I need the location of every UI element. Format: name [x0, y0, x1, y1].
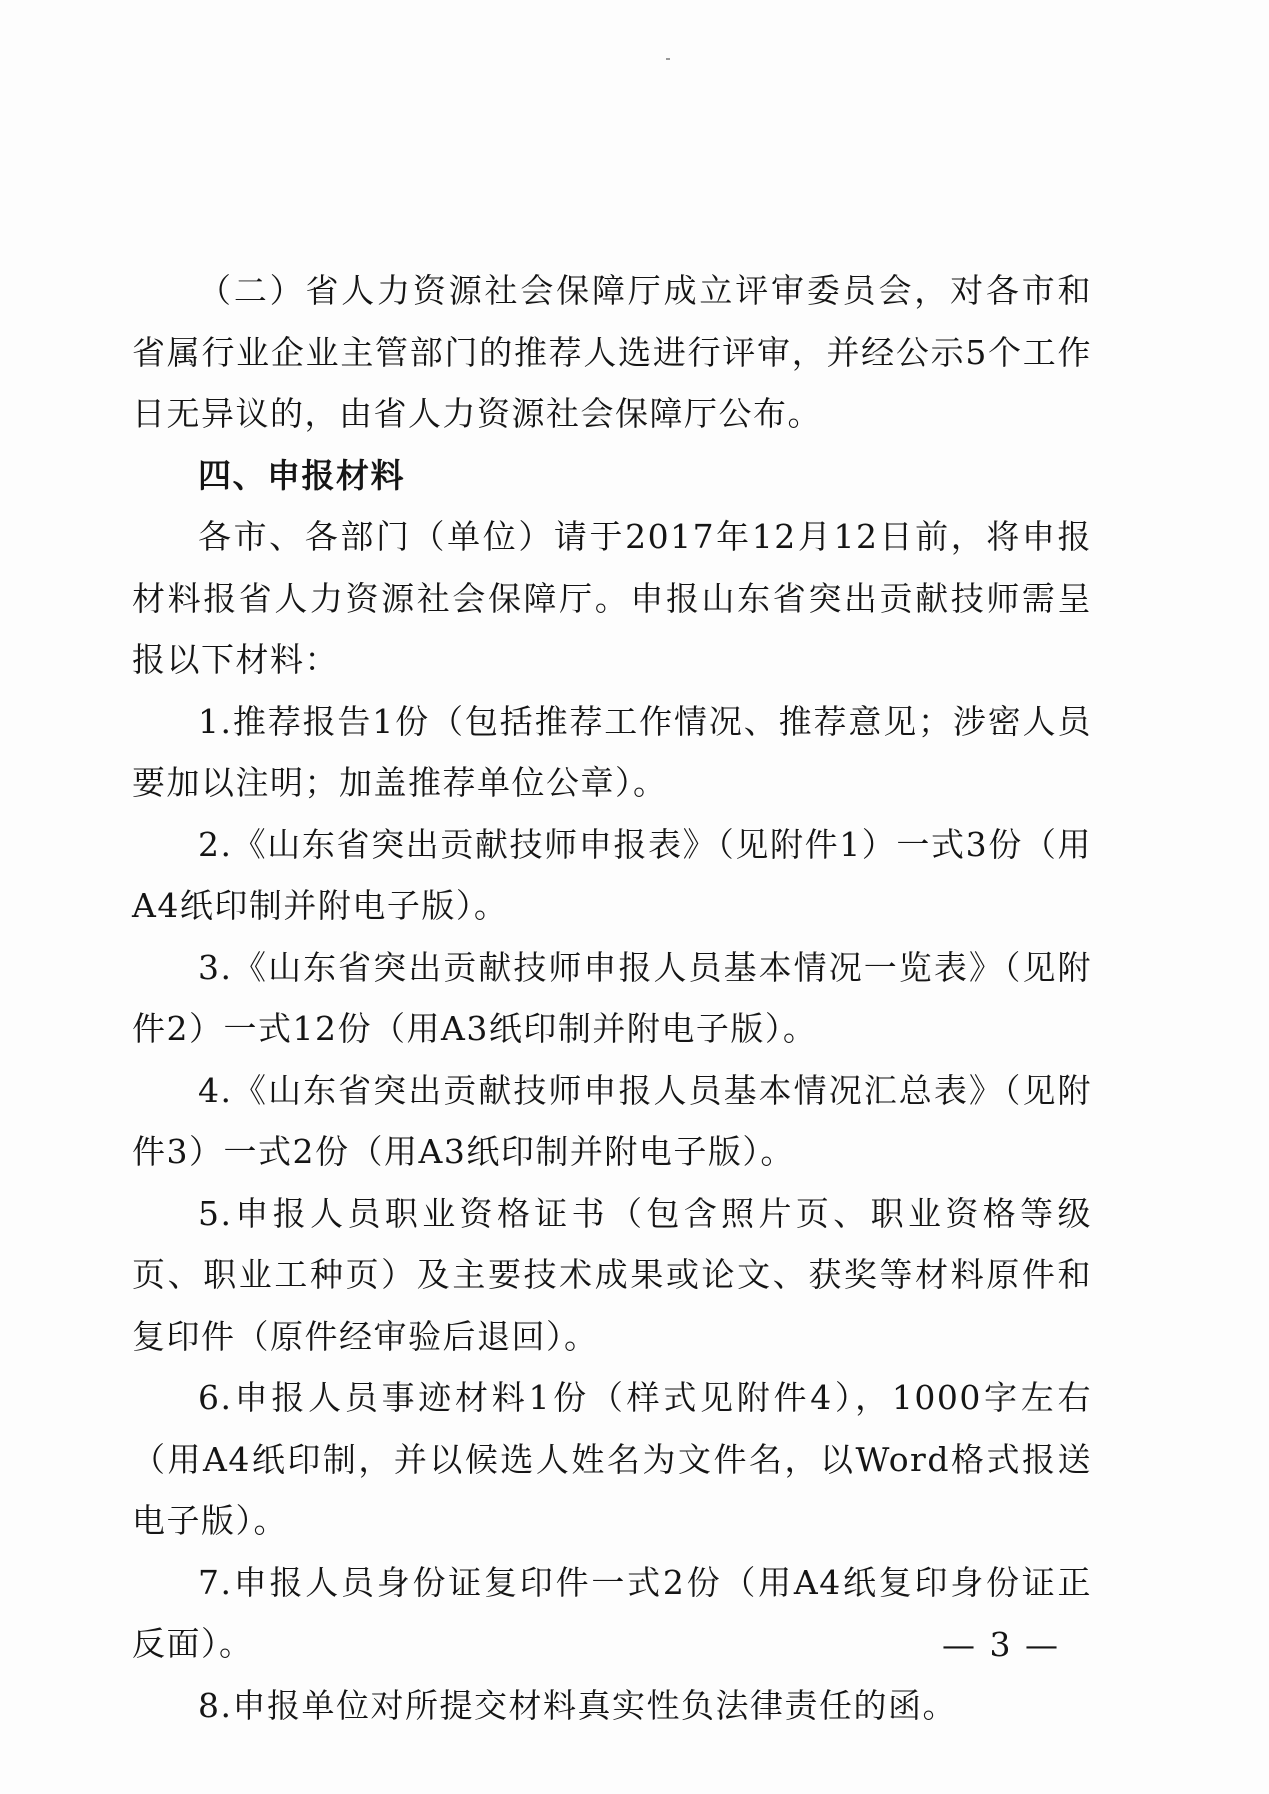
document-body — [132, 260, 1092, 1736]
page-number: — 3 — — [942, 1625, 1060, 1664]
paragraph-review-committee: （二）省人力资源社会保障厅成立评审委员会，对各市和省属行业企业主管部门的推荐人选进行评审，并经公示5个工作日无异议的，由省人力资源社会保障厅公布。 — [132, 271, 1092, 433]
list-item-3: 3.《山东省突出贡献技师申报人员基本情况一览表》（见附件2）一式12份（用A3纸印制并附电子版）。 — [132, 947, 1092, 1048]
list-item-4: 4.《山东省突出贡献技师申报人员基本情况汇总表》（见附件3）一式2份（用A3纸印制并附电子版）。 — [132, 1070, 1092, 1171]
section-heading-materials: 四、申报材料 — [198, 455, 405, 495]
paragraph-submission-deadline: 各市、各部门（单位）请于2017年12月12日前，将申报材料报省人力资源社会保障厅。申报山东省突出贡献技师需呈报以下材料： — [132, 517, 1092, 679]
list-item-6: 6.申报人员事迹材料1份（样式见附件4），1000字左右（用A4纸印制，并以候选人姓名为文件名，以Word格式报送电子版）。 — [132, 1378, 1092, 1540]
list-item-2: 2.《山东省突出贡献技师申报表》（见附件1）一式3份（用A4纸印制并附电子版）。 — [132, 824, 1092, 925]
list-item-5: 5.申报人员职业资格证书（包含照片页、职业资格等级页、职业工种页）及主要技术成果或论文、获奖等材料原件和复印件（原件经审验后退回）。 — [132, 1193, 1092, 1356]
scan-speck — [666, 58, 670, 60]
list-item-7: 7.申报人员身份证复印件一式2份（用A4纸复印身份证正反面）。 — [132, 1562, 1092, 1663]
list-item-1: 1.推荐报告1份（包括推荐工作情况、推荐意见；涉密人员要加以注明；加盖推荐单位公章）。 — [132, 701, 1092, 802]
list-item-8: 8.申报单位对所提交材料真实性负法律责任的函。 — [198, 1685, 957, 1725]
